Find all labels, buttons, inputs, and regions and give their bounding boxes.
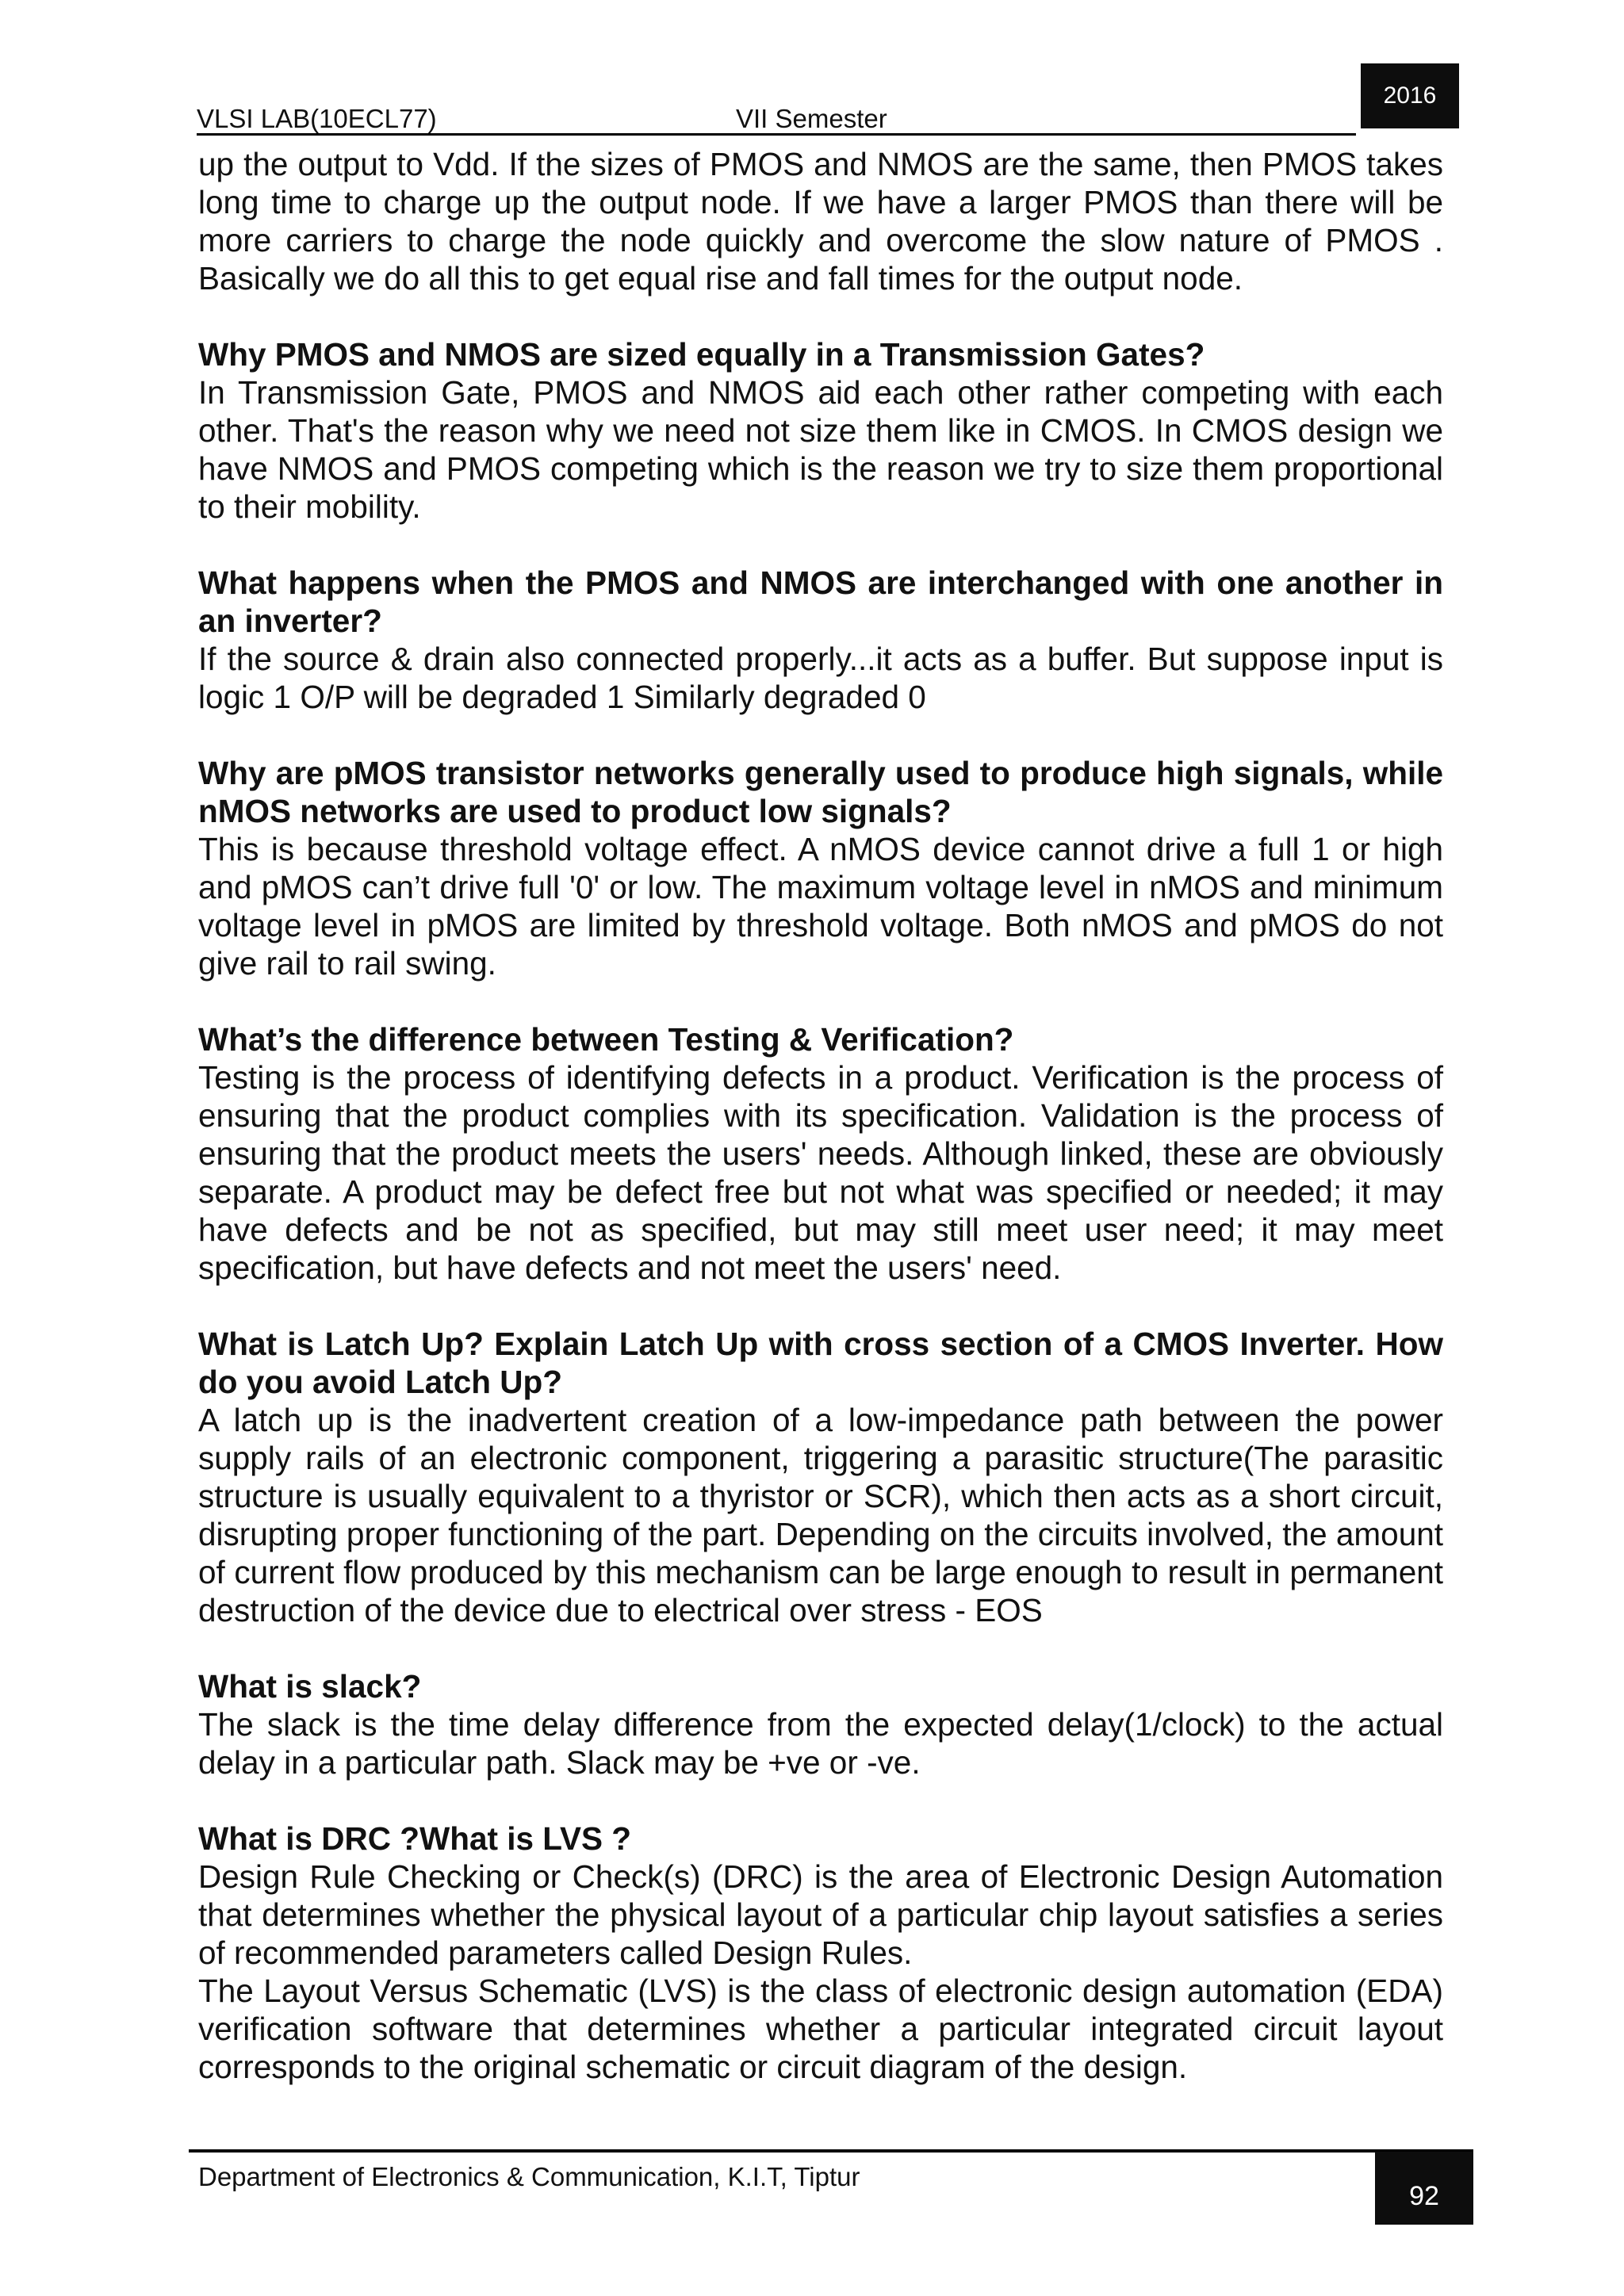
- year-badge: 2016: [1361, 63, 1459, 128]
- answer-interchanged: If the source & drain also connected properly...it acts as a buffer. But suppose input is logic 1 O/P will be degraded 1 Similarly degraded 0: [198, 641, 1443, 715]
- answer-transmission-gate: In Transmission Gate, PMOS and NMOS aid each other rather competing with each other. That's the reason why we need not size them like in CMOS. In CMOS design we have NMOS and PMOS competing which is the reason we try to size them proportional to their mobility.: [198, 374, 1443, 525]
- footer-divider: [189, 2149, 1473, 2152]
- page-header: [197, 95, 1356, 136]
- intro-paragraph: up the output to Vdd. If the sizes of PMOS and NMOS are the same, then PMOS takes long time to charge up the output node. If we have a larger PMOS than there will be more carriers to charge the node quickly and overcome the slow nature of PMOS . Basically we do all this to get equal rise and fall times for the output node.: [198, 146, 1443, 297]
- answer-testing-verification: Testing is the process of identifying defects in a product. Verification is the process of ensuring that the product complies with its specification. Validation is the process of ensuring that the product meets the users' needs. Although linked, these are obviously separate. A product may be defect free but not what was specified or needed; it may have defects and be not as specified, but may still meet user need; it may meet specification, but have defects and not meet the users' need.: [198, 1059, 1443, 1286]
- page-number: 92: [1375, 2152, 1473, 2225]
- answer-latch-up: A latch up is the inadvertent creation of a low-impedance path between the power supply rails of an electronic component, triggering a parasitic structure(The parasitic structure is usually equivalent to a thyristor or SCR), which then acts as a short circuit, disrupting proper functioning of the part. Depending on the circuits involved, the amount of current flow produced by this mechanism can be large enough to result in permanent destruction of the device due to electrical over stress - EOS: [198, 1402, 1443, 1628]
- question-testing-verification: What’s the difference between Testing & Verification?: [198, 1021, 1014, 1058]
- question-drc-lvs: What is DRC ?What is LVS ?: [198, 1820, 631, 1857]
- question-transmission-gate: Why PMOS and NMOS are sized equally in a Transmission Gates?: [198, 336, 1205, 373]
- page-content: [198, 145, 1443, 2086]
- answer-slack: The slack is the time delay difference from the expected delay(1/clock) to the actual delay in a particular path. Slack may be +ve or -ve.: [198, 1706, 1443, 1781]
- course-code: VLSI LAB(10ECL77): [197, 104, 437, 133]
- semester-label: VII Semester: [736, 104, 887, 133]
- answer-lvs: The Layout Versus Schematic (LVS) is the class of electronic design automation (EDA) verification software that determines whether a particular integrated circuit layout corresponds to the original schematic or circuit diagram of the design.: [198, 1973, 1443, 2085]
- question-pmos-nmos-networks: Why are pMOS transistor networks generally used to produce high signals, while nMOS networks are used to product low signals?: [198, 755, 1443, 829]
- question-slack: What is slack?: [198, 1668, 422, 1705]
- answer-pmos-nmos-networks: This is because threshold voltage effect. A nMOS device cannot drive a full 1 or high and pMOS can’t drive full '0' or low. The maximum voltage level in nMOS and minimum voltage level in pMOS are limited by threshold voltage. Both nMOS and pMOS do not give rail to rail swing.: [198, 831, 1443, 982]
- question-latch-up: What is Latch Up? Explain Latch Up with cross section of a CMOS Inverter. How do you avoid Latch Up?: [198, 1326, 1443, 1400]
- department-footer: Department of Electronics & Communication, K.I.T, Tiptur: [198, 2162, 860, 2191]
- answer-drc: Design Rule Checking or Check(s) (DRC) is the area of Electronic Design Automation that determines whether the physical layout of a particular chip layout satisfies a series of recommended parameters called Design Rules.: [198, 1858, 1443, 1971]
- question-interchanged: What happens when the PMOS and NMOS are interchanged with one another in an inverter?: [198, 564, 1443, 639]
